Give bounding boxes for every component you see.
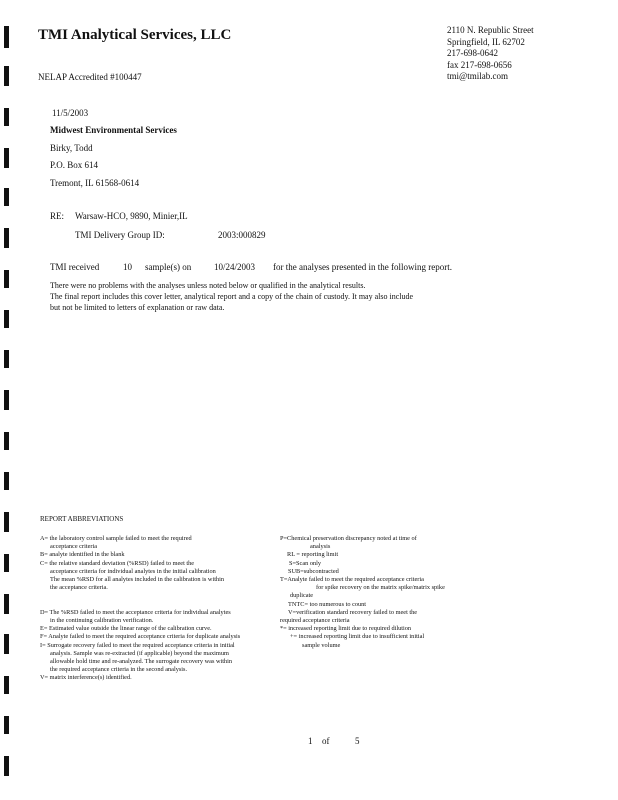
abbreviation-line: V= matrix interference(s) identified. — [40, 674, 132, 682]
page-of: of — [322, 736, 330, 746]
abbreviations-left — [40, 535, 240, 683]
address-fax: fax 217-698-0656 — [447, 59, 512, 70]
abbreviation-line: D= The %RSD failed to meet the acceptance criteria for individual analytes — [40, 608, 231, 616]
page-number: 1 — [308, 736, 313, 746]
paragraph-line: There were no problems with the analyses unless noted below or qualified in the analytical results. — [50, 281, 366, 290]
abbreviation-line: A= the laboratory control sample failed to meet the required — [40, 535, 192, 542]
address-email: tmi@tmilab.com — [447, 71, 509, 81]
abbreviation-line: allowable hold time and re-analyzed. The surrogate recovery was within — [50, 658, 233, 666]
abbreviation-line: required acceptance criteria — [280, 617, 350, 625]
scan-mark — [4, 756, 9, 776]
abbreviation-line: E= Estimated value outside the linear range of the calibration curve. — [40, 625, 212, 633]
recipient-company: Midwest Environmental Services — [50, 125, 177, 135]
abbreviation-line: for spike recovery on the matrix spike/matrix spike — [316, 584, 445, 592]
scan-mark — [4, 594, 9, 614]
scan-mark — [4, 472, 9, 490]
abbreviation-line: acceptance criteria — [50, 543, 98, 551]
scan-mark — [4, 432, 9, 450]
address-phone: 217-698-0642 — [447, 48, 498, 58]
abbreviation-line: the acceptance criteria. — [50, 584, 108, 592]
scan-mark — [4, 188, 9, 206]
letter-date: 11/5/2003 — [52, 108, 89, 118]
recipient-city: Tremont, IL 61568-0614 — [50, 178, 140, 188]
abbreviation-spacer — [40, 592, 240, 600]
company-address — [447, 25, 534, 83]
scan-mark — [4, 512, 9, 532]
scan-mark — [4, 148, 9, 168]
scan-mark — [4, 676, 9, 694]
abbreviation-line: SUB=subcontracted — [288, 567, 339, 575]
recipient-name: Birky, Todd — [50, 143, 93, 153]
abbreviation-line: RL = reporting limit — [287, 551, 339, 559]
abbreviation-line: acceptance criteria for individual analytes in the initial calibration — [50, 567, 216, 575]
abbreviation-line: T=Analyte failed to meet the required acceptance criteria — [280, 576, 424, 584]
scan-mark — [4, 228, 9, 248]
abbreviation-spacer — [40, 601, 240, 609]
delivery-group-id: 2003:000829 — [218, 230, 266, 240]
paragraph-line: but not be limited to letters of explanation or raw data. — [50, 303, 225, 312]
abbreviation-line: += increased reporting limit due to insufficient initial — [290, 633, 425, 641]
received-count: 10 — [123, 262, 132, 272]
abbreviation-line: I= Surrogate recovery failed to meet the required acceptance criteria in initial — [40, 641, 235, 649]
scan-mark — [4, 310, 9, 328]
received-date: 10/24/2003 — [214, 262, 256, 272]
received-samples: sample(s) on — [145, 262, 192, 272]
abbreviations-right — [280, 535, 445, 650]
abbreviation-line: *= increased reporting limit due to required dilution — [280, 625, 412, 633]
scan-mark — [4, 108, 9, 126]
scan-mark — [4, 716, 9, 734]
abbreviation-line: sample volume — [302, 641, 341, 649]
abbreviation-line: P=Chemical preservation discrepancy noted at time of — [280, 535, 417, 542]
abbreviation-line: V=verification standard recovery failed to meet the — [288, 608, 418, 616]
delivery-group-label: TMI Delivery Group ID: — [75, 230, 165, 240]
address-city: Springfield, IL 62702 — [447, 36, 525, 47]
company-name: TMI Analytical Services, LLC — [38, 27, 232, 43]
abbreviation-line: C= the relative standard deviation (%RSD) failed to meet the — [40, 559, 195, 567]
cover-paragraph — [50, 280, 413, 313]
scan-mark — [4, 554, 9, 572]
re-label: RE: — [50, 211, 65, 221]
abbreviation-line: S=Scan only — [289, 559, 322, 567]
received-prefix: TMI received — [50, 262, 100, 272]
paragraph-line: The final report includes this cover letter, analytical report and a copy of the chain of custody. It may also include — [50, 292, 414, 301]
abbreviation-line: the required acceptance criteria in the second analysis. — [50, 666, 188, 674]
scan-mark — [4, 66, 9, 86]
scan-mark — [4, 634, 9, 654]
received-suffix: for the analyses presented in the following report. — [273, 262, 452, 272]
abbreviation-line: TNTC= too numerous to count — [288, 600, 367, 608]
recipient-pobox: P.O. Box 614 — [50, 160, 99, 170]
abbreviation-line: analysis. Sample was re-extracted (if applicable) beyond the maximum — [50, 649, 229, 657]
abbreviation-line: in the continuing calibration verification. — [50, 617, 154, 624]
abbreviation-line: The mean %RSD for all analytes included in the calibration is within — [50, 576, 224, 584]
scan-mark — [4, 270, 9, 288]
page-total: 5 — [355, 736, 360, 746]
abbreviation-line: analysis — [310, 543, 331, 551]
scan-mark — [4, 390, 9, 410]
scan-mark — [4, 350, 9, 368]
abbreviation-line: B= analyte identified in the blank — [40, 551, 125, 559]
abbreviation-line: duplicate — [290, 592, 314, 600]
accreditation: NELAP Accredited #100447 — [38, 72, 142, 82]
scan-mark — [4, 26, 9, 48]
re-project: Warsaw-HCO, 9890, Minier,IL — [75, 211, 188, 221]
abbreviations-heading: REPORT ABBREVIATIONS — [40, 515, 124, 523]
abbreviation-line: F= Analyte failed to meet the required acceptance criteria for duplicate analysis — [40, 633, 241, 641]
address-street: 2110 N. Republic Street — [447, 25, 534, 35]
